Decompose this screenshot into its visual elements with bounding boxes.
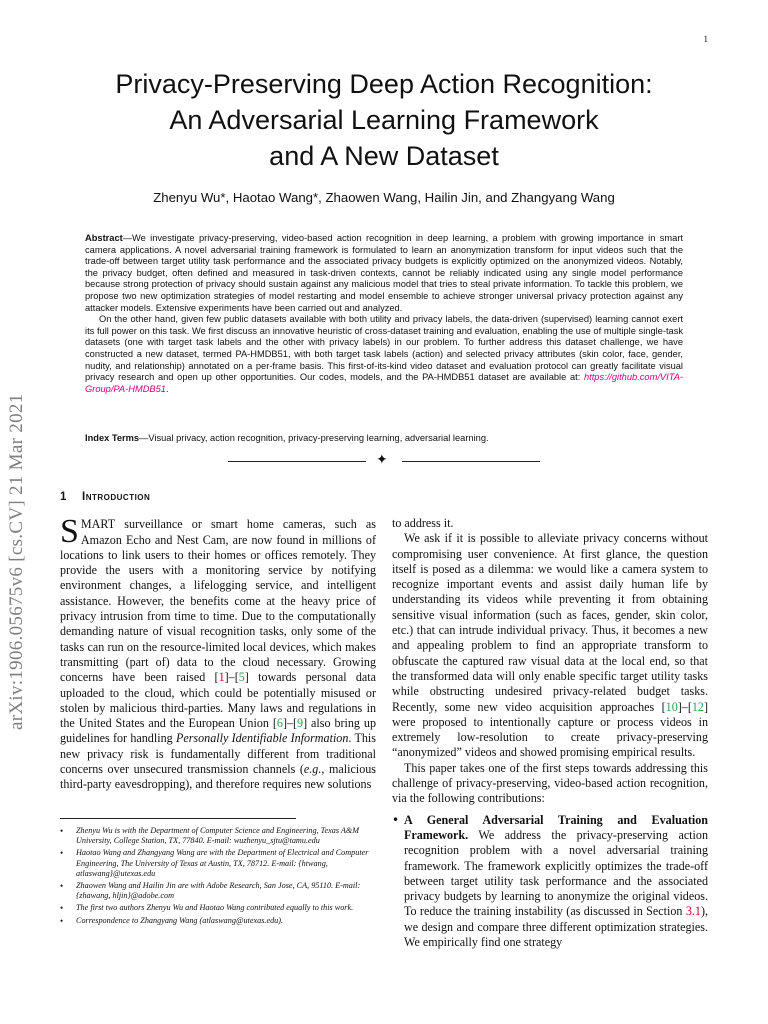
- citation-link[interactable]: 1: [218, 670, 225, 685]
- footnote-rule: [60, 818, 296, 819]
- footnote-item: • Correspondence to Zhangyang Wang (atlaswang@utexas.edu).: [60, 916, 380, 926]
- eg-abbrev: e.g.: [303, 762, 322, 777]
- footnote-item: • The first two authors Zhenyu Wu and Haotao Wang contributed equally to this work.: [60, 903, 380, 913]
- footnotes: [60, 826, 380, 928]
- title-line-1: Privacy-Preserving Deep Action Recognition:: [115, 69, 653, 99]
- dataset-link[interactable]: https://github.com/VITA-Group/PA-HMDB51: [85, 372, 683, 394]
- abstract-text-1: —We investigate privacy-preserving, video-based action recognition in deep learning, a problem with growing importance in smart camera applications. A novel adversarial training framework is formulated to learn an anonymization transform for input videos such that the trade-off between target utility task performance and the associated privacy budgets is explicitly optimized on the anonymized videos. Notably, the privacy budget, often defined and measured in task-driven contexts, cannot be reliably indicated using any single model performance because strong protection of privacy should sustain against any malicious model that tries to steal private information. To tackle this problem, we propose two new optimization strategies of model restarting and model ensemble to achieve stronger universal privacy protection against any attacker models. Extensive experiments have been carried out and analyzed.: [85, 233, 683, 313]
- right-column: [392, 516, 708, 950]
- abstract: [85, 233, 683, 395]
- section-divider: [228, 452, 540, 468]
- right-text-1c: ] were proposed to intentionally capture or process videos in extremely low-resolution to create privacy-preserving “anonymized” videos and showed promising empirical results.: [392, 699, 708, 760]
- index-terms-label: Index Terms: [85, 433, 140, 443]
- page-number: 1: [703, 34, 708, 44]
- citation-link[interactable]: 5: [238, 670, 245, 685]
- author-list: Zhenyu Wu*, Haotao Wang*, Zhaowen Wang, Hailin Jin, and Zhangyang Wang: [153, 190, 615, 205]
- drop-cap-smallcaps: MART: [80, 517, 116, 532]
- citation-link[interactable]: 12: [691, 699, 704, 714]
- intro-text-e: ] also bring up guidelines for handling: [60, 716, 376, 746]
- citation-link[interactable]: 10: [665, 699, 678, 714]
- star-ornament-icon: ✦: [376, 452, 388, 468]
- section-title: Introduction: [82, 491, 151, 503]
- citation-link[interactable]: 6: [276, 716, 283, 731]
- contribution-item: [392, 813, 708, 951]
- abstract-paragraph-2: [85, 314, 683, 395]
- divider-line-left: [228, 461, 366, 462]
- footnote-item: • Zhaowen Wang and Hailin Jin are with Adobe Research, San Jose, CA, 95110. E-mail: {zhawang, hljin}@adobe.com: [60, 881, 380, 901]
- intro-paragraph-1: [60, 513, 377, 792]
- abstract-label: Abstract: [85, 233, 123, 243]
- abstract-text-2-end: .: [165, 383, 169, 394]
- intro-text-b: ]–[: [224, 670, 239, 685]
- intro-text-a: surveillance or smart home cameras, such as Amazon Echo and Nest Cam, are now found in millions of locations to link users to their homes or offices remotely. They provide the users with a monitoring service by notifying environment changes, a lifelogging service, and intelligent assistance. However, the benefits come at the heavy price of privacy intrusion from time to time. Due to the computationally demanding nature of visual recognition tasks, only some of the tasks can run on the resource-limited local devices, which makes transmitting (part of) data to the cloud necessary. Growing concerns have been raised [: [60, 517, 376, 685]
- right-paragraph-2: This paper takes one of the first steps towards addressing this challenge of privacy-preserving, video-based action recognition, via the following contributions:: [392, 760, 708, 806]
- intro-text-g: , malicious third-party eavesdropping), and therefore requires new solutions: [60, 762, 376, 792]
- title-line-2: An Adversarial Learning Framework: [169, 105, 599, 135]
- citation-link[interactable]: 9: [297, 716, 304, 731]
- index-terms-text: —Visual privacy, action recognition, privacy-preserving learning, adversarial learning.: [139, 433, 489, 443]
- section-number: 1: [60, 491, 67, 503]
- contribution-text-a: We address the privacy-preserving action recognition problem with a novel adversarial training framework. The framework explicitly optimizes the trade-off between target utility task performance and the associated privacy budgets by learning to anonymize the original videos. To reduce the training instability (as discussed in Section: [404, 827, 708, 919]
- divider-line-right: [402, 461, 540, 462]
- abstract-text-2: On the other hand, given few public datasets available with both utility and privacy labels, the data-driven (supervised) learning cannot exert its full power on this task. We first discuss an innovative heuristic of cross-dataset training and evaluation, enabling the use of multiple single-task datasets (one with target task labels and the other with privacy labels) in our problem. To further address this dataset challenge, we have constructed a new dataset, termed PA-HMDB51, with both target task labels (action) and selected privacy attributes (skin color, face, gender, nudity, and relationship) annotated on a per-frame basis. This first-of-its-kind video dataset and evaluation protocol can greatly facilitate visual privacy research and open up other opportunities. Our codes, models, and the PA-HMDB51 dataset are available at:: [85, 314, 683, 383]
- intro-text-d: ]–[: [282, 716, 298, 731]
- arxiv-stamp: arXiv:1906.05675v6 [cs.CV] 21 Mar 2021: [6, 393, 27, 730]
- contribution-text-b: ), we design and compare three different optimization strategies. We empirically find one strategy: [404, 904, 708, 950]
- right-text-1: We ask if it is possible to alleviate privacy concerns without compromising user convenience. At first glance, the question itself is posed as a dilemma: we would like a camera system to recognize important events and assist daily human life by understanding its videos while preventing it from obtaining sensitive visual information (such as faces, gender, skin color, etc.) that can intrude individual privacy. Thus, it becomes a new and appealing problem to find an appropriate transform to obfuscate the captured raw visual data at the local end, so that the transformed data will only enable specific target utility tasks while obstructing undesired privacy-related budget tasks. Recently, some new video acquisition approaches [: [392, 531, 708, 714]
- section-ref-link[interactable]: 3.1: [685, 904, 701, 919]
- paper-title: [60, 66, 708, 174]
- footnote-item: • Zhenyu Wu is with the Department of Computer Science and Engineering, Texas A&M University, College Station, TX, 77840. E-mail: wuzhenyu_sjtu@tamu.edu: [60, 826, 380, 846]
- contribution-title: A General Adversarial Training and Evaluation Framework.: [404, 812, 708, 842]
- index-terms: [85, 433, 683, 443]
- left-column: [60, 490, 376, 793]
- right-paragraph-0: to address it.: [392, 516, 454, 530]
- intro-text-f: . This new privacy risk is fundamentally different from traditional concerns over unsecured transmission channels (: [60, 731, 376, 777]
- right-text-1b: ]–[: [677, 699, 692, 714]
- intro-text-c: ] towards personal data uploaded to the cloud, which could be potentially misused or stolen by malicious third-parties. Many laws and regulations in the United States and the European Union [: [60, 670, 377, 731]
- title-line-3: and A New Dataset: [269, 141, 499, 171]
- drop-cap: S: [60, 513, 79, 551]
- footnote-item: • Haotao Wang and Zhangyang Wang are with the Department of Electrical and Computer Engineering, The University of Texas at Austin, TX, 78712. E-mail: {htwang, atlaswang}@utexas.edu: [60, 848, 380, 879]
- pii-term: Personally Identifiable Information: [175, 731, 349, 746]
- section-heading: [60, 490, 376, 505]
- right-paragraph-1: [392, 531, 708, 760]
- abstract-paragraph-1: [85, 233, 683, 314]
- contribution-list: [392, 813, 708, 951]
